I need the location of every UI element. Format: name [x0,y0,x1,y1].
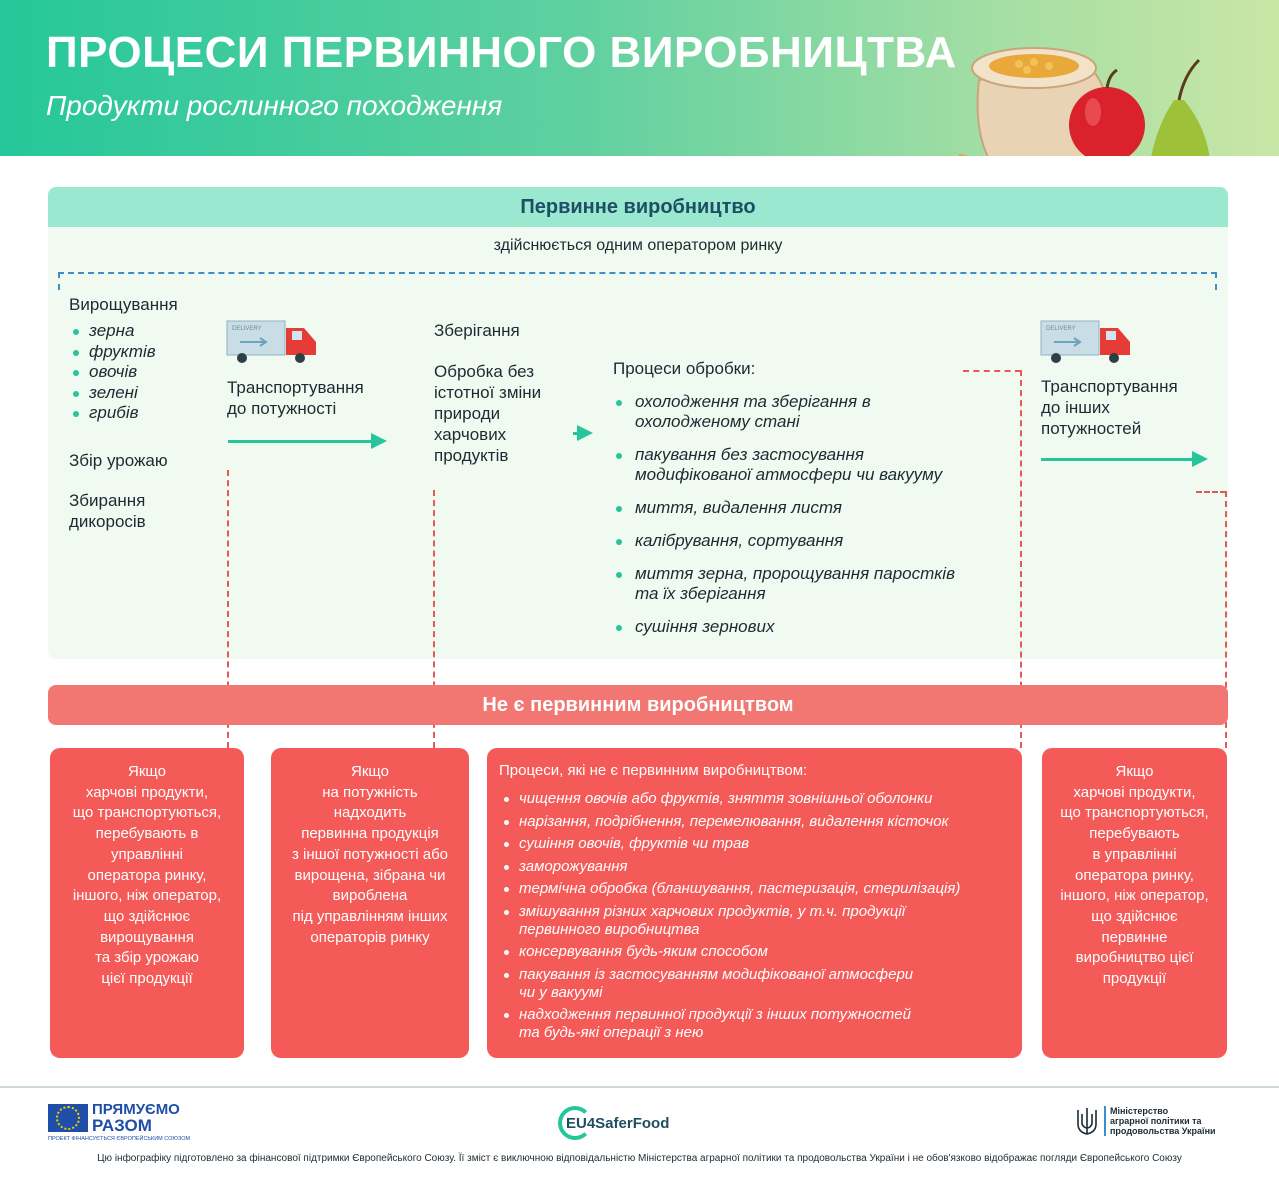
list-item [501,903,1012,939]
box-line: вироблена [332,887,408,905]
flow-arrow-1 [228,440,383,443]
eu-funding-note: ПРОЕКТ ФІНАНСУЄТЬСЯ ЄВРОПЕЙСЬКИМ СОЮЗОМ [48,1136,191,1142]
list-item [501,943,1012,961]
list-item [501,880,1012,898]
processing-list [613,392,1013,650]
ministry-name [1110,1106,1216,1136]
list-item [501,1006,1012,1042]
line: природи [434,404,501,423]
line: консервування будь-яким способом [519,943,768,960]
harvest-label: Збір урожаю [69,451,168,470]
transport-line: Транспортування [227,378,364,397]
list-item [613,498,1013,518]
not-primary-box-2 [271,748,469,1058]
footer-divider [0,1086,1279,1088]
storage-label: Зберігання [434,321,520,340]
ministry-logo [1076,1106,1236,1140]
connector-line [963,370,1021,372]
list-item: зерна [69,321,156,342]
flow-arrow-2 [573,432,589,435]
box-line: вирощена, зібрана чи [294,866,446,884]
list-item [501,813,1012,831]
footer-disclaimer: Цю інфографіку підготовлено за фінансової підтримки Європейського Союзу. Її зміст є виключною відповідальністю Міністерства аграрної політики та продовольства України і не обов'язково відображає погляди Європейського Союзу [97,1153,1182,1164]
list-item [613,445,1013,485]
list-item: овочів [69,362,156,383]
box-line: вирощування [100,928,194,946]
box-line: цієї продукції [101,970,193,988]
processing-title: Процеси обробки: [613,359,756,378]
line: та їх зберігання [635,584,766,603]
page-subtitle: Продукти рослинного походження [46,90,503,121]
line: первинного виробництва [519,920,700,938]
box-line: первинна продукція [301,825,439,843]
ministry-divider [1104,1106,1106,1136]
box-line: що здійснює [1091,907,1178,925]
line: аграрної політики та [1110,1116,1202,1126]
line: охолодженому стані [635,412,800,431]
line: сушіння зернових [635,617,775,636]
box-line: перебувають [1089,825,1180,843]
wild-collection-label [69,490,146,532]
line: модифікованої атмосфери чи вакууму [635,465,943,484]
box-line: харчові продукти, [1073,783,1196,801]
eu4saferfood-logo [558,1106,688,1140]
box-line: Якщо [1115,763,1154,780]
box-line: управлінні [111,845,183,863]
food-illustration-icon [959,20,1259,156]
wild-line: дикоросів [69,512,146,531]
line: чищення овочів або фруктів, зняття зовнішньої оболонки [519,790,933,807]
list-item [501,858,1012,876]
transport-line: до потужності [227,399,337,418]
delivery-truck-icon [1040,320,1132,364]
box-line: іншого, ніж оператор, [1060,887,1209,905]
box-line: в управлінні [1092,845,1177,863]
box-line: Якщо [128,763,166,780]
header-banner [0,0,1279,156]
line: миття, видалення листя [635,498,842,517]
eu4-text: EU4SaferFood [566,1115,670,1132]
line: нарізання, подрібнення, перемелювання, видалення кісточок [519,812,949,830]
wild-line: Збирання [69,491,146,510]
line: продовольства України [1110,1126,1216,1136]
line: сушіння овочів, фруктів чи трав [519,835,750,852]
processing-no-change-label [434,361,541,466]
list-item [613,564,1013,604]
line: надходження первинної продукції з інших потужностей [519,1006,911,1023]
growing-list [69,321,156,424]
not-primary-box-1 [50,748,244,1058]
box-line: харчові продукти, [85,783,209,801]
not-primary-heading: Не є первинним виробництвом [48,685,1228,725]
box-line: продукції [1102,970,1167,988]
line: пакування із застосуванням модифікованої атмосфери [519,965,914,983]
line: ПРЯМУЄМО [92,1101,180,1118]
box-line: під управлінням інших [292,907,448,925]
line: Обробка без [434,362,535,381]
line: миття зерна, пророщування паростків [635,564,955,583]
box-line: операторів ринку [310,928,430,946]
box-line: Якщо [351,763,389,780]
line: змішування різних харчових продуктів, у т.ч. продукції [519,902,906,920]
not-primary-box-3 [487,748,1022,1058]
not-primary-process-list [501,790,1012,1047]
box-line: з іншої потужності або [291,845,449,863]
box-text [279,762,461,948]
box-line: перебувають в [95,825,199,843]
list-item: зелені [69,383,156,404]
list-item [613,392,1013,432]
list-item [501,966,1012,1002]
box-list-title: Процеси, які не є первинним виробництвом: [499,762,808,779]
box-text [58,762,236,990]
box-line: іншого, ніж оператор, [72,887,222,905]
box-text [1050,762,1219,990]
truck-label: DELIVERY [232,326,262,332]
eu-flag-icon [48,1104,88,1132]
line: потужностей [1041,419,1142,438]
box-line: та збір урожаю [95,949,199,967]
flow-arrow-3 [1041,458,1204,461]
trident-icon [1076,1106,1098,1136]
not-primary-box-4 [1042,748,1227,1058]
box-line: надходить [333,804,407,822]
box-line: виробництво цієї [1075,949,1194,967]
line: продуктів [434,446,509,465]
box-line: оператора ринку, [87,866,207,884]
box-line: первинне [1101,928,1168,946]
eu-brand-text [92,1102,180,1135]
list-item [501,835,1012,853]
box-line: що здійснює [103,907,191,925]
transport-to-facility-label [227,377,364,419]
connector-line [1196,491,1226,493]
line: істотної зміни [434,383,542,402]
delivery-truck-icon [226,320,318,364]
box-line: оператора ринку, [1075,866,1194,884]
line: Міністерство [1110,1106,1169,1116]
line: та будь-які операції з нею [519,1024,704,1041]
line: харчових [434,425,507,444]
truck-label: DELIVERY [1046,326,1076,332]
transport-other-label [1041,376,1178,439]
list-item: фруктів [69,342,156,363]
box-line: на потужність [322,783,418,801]
list-item [613,617,1013,637]
line: до інших [1041,398,1110,417]
primary-production-heading: Первинне виробництво [48,187,1228,227]
line: охолодження та зберігання в [635,392,871,411]
operator-note: здійснюється одним оператором ринку [493,237,783,254]
scope-bracket [58,272,1217,290]
list-item [613,531,1013,551]
line: Транспортування [1041,377,1178,396]
line: термічна обробка (бланшування, пастеризація, стерилізація) [519,880,961,897]
page-title: ПРОЦЕСИ ПЕРВИННОГО ВИРОБНИЦТВА [46,28,957,77]
line: пакування без застосування [635,445,864,464]
line: калібрування, сортування [635,531,844,550]
line: чи у вакуумі [519,983,603,1001]
list-item: грибів [69,403,156,424]
box-line: що транспортуються, [1060,804,1209,822]
box-line: що транспортуються, [72,804,222,822]
growing-title: Вирощування [69,295,178,314]
eu-together-logo [48,1101,191,1144]
line: РАЗОМ [92,1116,152,1135]
list-item [501,790,1012,808]
line: заморожування [519,857,628,875]
